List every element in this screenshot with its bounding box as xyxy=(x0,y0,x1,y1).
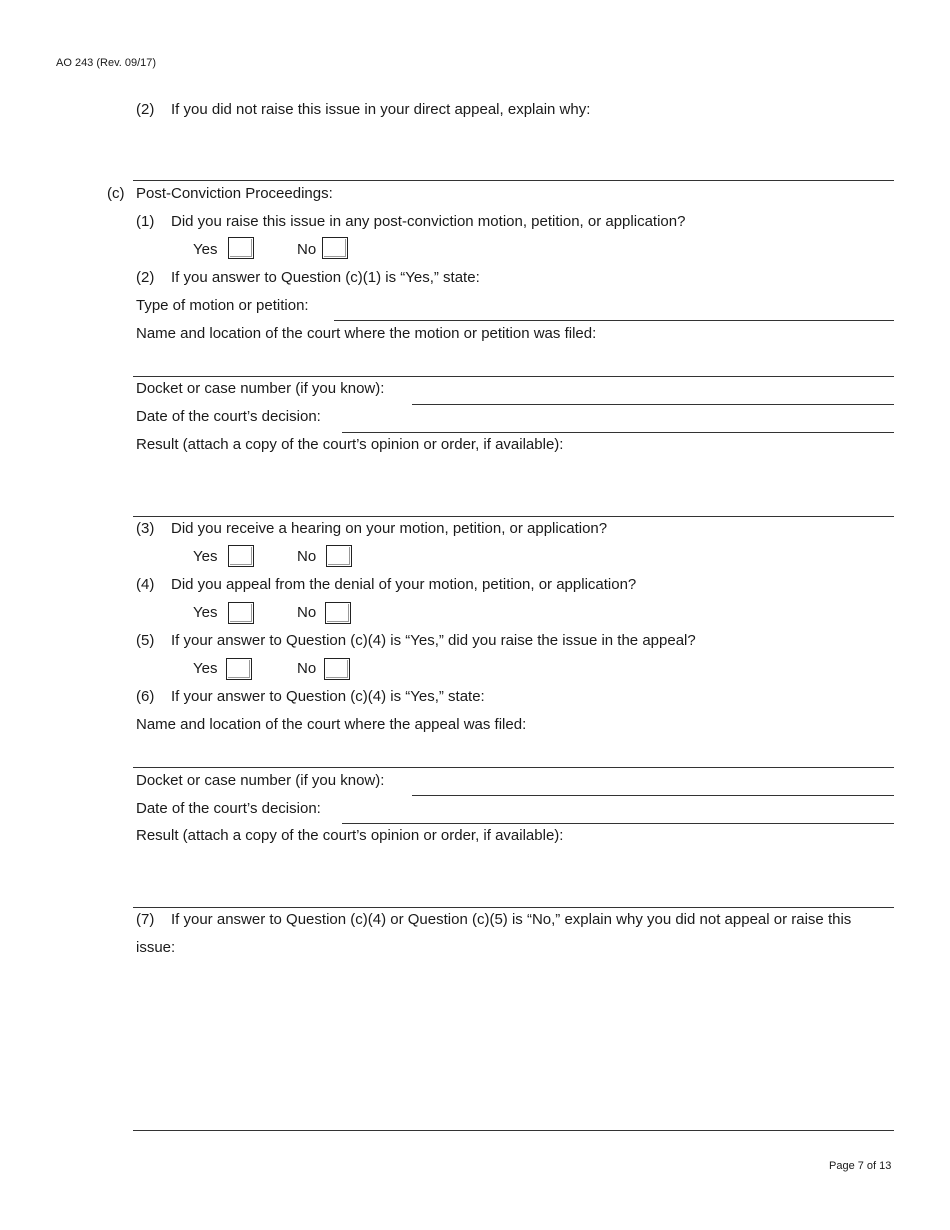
decision-date2-label: Date of the court’s decision: xyxy=(136,800,321,817)
c4-yes-label: Yes xyxy=(193,604,218,621)
form-id: AO 243 (Rev. 09/17) xyxy=(56,57,157,69)
q-b2-number: (2) xyxy=(136,101,155,118)
q-c3-number: (3) xyxy=(136,520,155,537)
result2-line[interactable] xyxy=(133,907,894,908)
c4-yes-checkbox[interactable] xyxy=(228,602,254,624)
docket-line[interactable] xyxy=(412,404,894,405)
q-c2-number: (2) xyxy=(136,269,155,286)
q-c2-text: If you answer to Question (c)(1) is “Yes,” state: xyxy=(171,269,480,286)
result-label: Result (attach a copy of the court’s opinion or order, if available): xyxy=(136,436,564,453)
c3-no-label: No xyxy=(297,548,317,565)
explanation-line[interactable] xyxy=(133,1130,894,1131)
c1-yes-checkbox[interactable] xyxy=(228,237,254,259)
q-c4-text: Did you appeal from the denial of your motion, petition, or application? xyxy=(171,576,637,593)
c5-no-checkbox[interactable] xyxy=(324,658,350,680)
result2-label: Result (attach a copy of the court’s opinion or order, if available): xyxy=(136,827,564,844)
q-c7-number: (7) xyxy=(136,911,155,928)
page-number: Page 7 of 13 xyxy=(829,1160,892,1172)
q-c4-number: (4) xyxy=(136,576,155,593)
q-c7-text-continued: issue: xyxy=(136,939,176,956)
q-c5-number: (5) xyxy=(136,632,155,649)
appeal-court-line[interactable] xyxy=(133,767,894,768)
appeal-court-label: Name and location of the court where the appeal was filed: xyxy=(136,716,527,733)
c1-no-label: No xyxy=(297,241,317,258)
decision-date-label: Date of the court’s decision: xyxy=(136,408,321,425)
c1-yes-label: Yes xyxy=(193,241,218,258)
c3-no-checkbox[interactable] xyxy=(326,545,352,567)
q-c6-text: If your answer to Question (c)(4) is “Yes,” state: xyxy=(171,688,485,705)
decision-date-line[interactable] xyxy=(342,432,894,433)
type-of-motion-label: Type of motion or petition: xyxy=(136,297,309,314)
section-c-title: Post-Conviction Proceedings: xyxy=(136,185,333,202)
court-location-line[interactable] xyxy=(133,376,894,377)
result-line[interactable] xyxy=(133,516,894,517)
docket-label: Docket or case number (if you know): xyxy=(136,380,385,397)
c4-no-checkbox[interactable] xyxy=(325,602,351,624)
c3-yes-label: Yes xyxy=(193,548,218,565)
q-c7-text: If your answer to Question (c)(4) or Question (c)(5) is “No,” explain why you did not appeal or raise this xyxy=(171,911,852,928)
type-of-motion-line[interactable] xyxy=(334,320,894,321)
c1-no-checkbox[interactable] xyxy=(322,237,348,259)
q-c3-text: Did you receive a hearing on your motion, petition, or application? xyxy=(171,520,608,537)
c5-no-label: No xyxy=(297,660,317,677)
decision-date2-line[interactable] xyxy=(342,823,894,824)
c3-yes-checkbox[interactable] xyxy=(228,545,254,567)
q-b2-text: If you did not raise this issue in your direct appeal, explain why: xyxy=(171,101,591,118)
q-c6-number: (6) xyxy=(136,688,155,705)
court-location-label: Name and location of the court where the motion or petition was filed: xyxy=(136,325,597,342)
docket2-label: Docket or case number (if you know): xyxy=(136,772,385,789)
q-c1-number: (1) xyxy=(136,213,155,230)
c4-no-label: No xyxy=(297,604,317,621)
section-c-letter: (c) xyxy=(107,185,125,202)
q-c5-text: If your answer to Question (c)(4) is “Yes,” did you raise the issue in the appeal? xyxy=(171,632,696,649)
c5-yes-label: Yes xyxy=(193,660,218,677)
direct-appeal-explanation-line[interactable] xyxy=(133,180,894,181)
q-c1-text: Did you raise this issue in any post-conviction motion, petition, or application? xyxy=(171,213,686,230)
docket2-line[interactable] xyxy=(412,795,894,796)
c5-yes-checkbox[interactable] xyxy=(226,658,252,680)
